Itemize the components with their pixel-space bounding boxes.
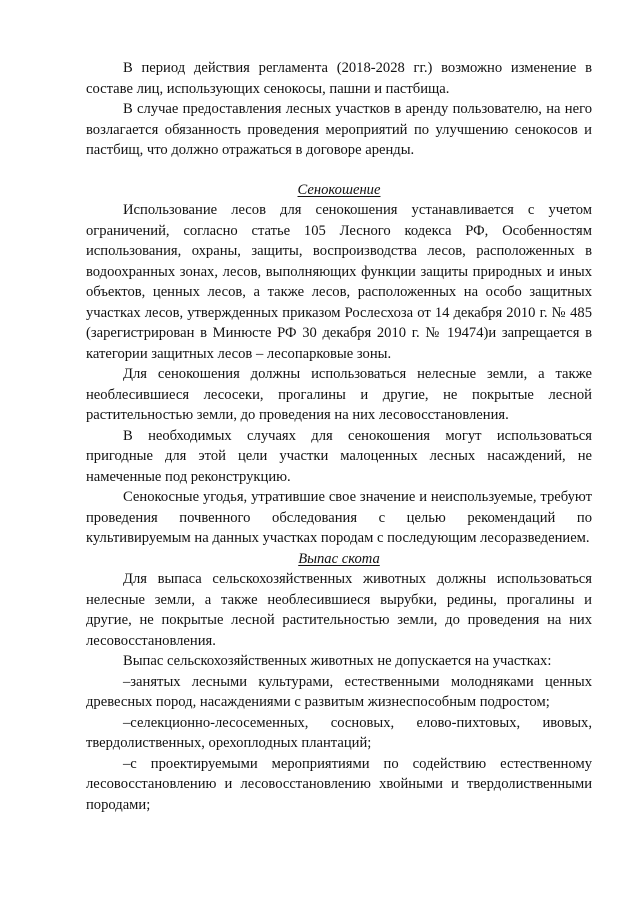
body-paragraph: Выпас сельскохозяйственных животных не допускается на участках: [123,653,552,669]
body-paragraph: Использование лесов для сенокошения устанавливается с учетом ограничений, согласно статье 105 Лесного кодекса РФ, Особенностям использования, охраны, защиты, воспроизводства лесов, расположенных в водоохранных зонах, лесов, выполняющих функции защиты природных и иных объектов, ценных лесов, а также лесов, расположенных на особо защитных участках лесов, утвержденных приказом Рослесхоза от 14 декабря 2010 г. № 485 (зарегистрирован в Минюсте РФ 30 декабря 2010 г. № 19474)и запрещается в категории защитных лесов – лесопарковые зоны. [86,202,592,362]
intro-paragraph: В случае предоставления лесных участков в аренду пользователю, на него возлагается обязанность проведения мероприятий по улучшению сенокосов и пастбищ, что должно отражаться в договоре аренды. [86,101,592,158]
body-paragraph: Для выпаса сельскохозяйственных животных должны использоваться нелесные земли, а также необлесившиеся вырубки, редины, прогалины и другие, не покрытые лесной растительностью земли, до проведения на них лесовосстановления. [86,571,592,649]
list-item-paragraph: –занятых лесными культурами, естественными молодняками ценных древесных пород, насаждениями с развитым жизнеспособным подростом; [86,673,592,710]
intro-paragraph: В период действия регламента (2018-2028 гг.) возможно изменение в составе лиц, использующих сенокосы, пашни и пастбища. [86,60,592,97]
section-heading-haymaking: Сенокошение [297,181,381,198]
list-item-paragraph: –селекционно-лесосеменных, сосновых, елово-пихтовых, ивовых, твердолиственных, орехоплодных плантаций; [86,714,592,751]
list-item-paragraph: –с проектируемыми мероприятиями по содействию естественному лесовосстановлению и лесовосстановлению хвойными и твердолиственными породами; [86,755,592,813]
body-paragraph: Для сенокошения должны использоваться нелесные земли, а также необлесившиеся лесосеки, прогалины и другие, не покрытые лесной растительностью земли, до проведения на них лесовосстановления. [86,366,592,423]
body-paragraph: Сенокосные угодья, утратившие свое значение и неиспользуемые, требуют проведения почвенного обследования с целью рекомендаций по культивируемым на данных участках породам с последующим лесоразведением. [86,489,592,546]
section-heading-grazing: Выпас скота [298,550,380,567]
body-paragraph: В необходимых случаях для сенокошения могут использоваться пригодные для этой цели участки малоценных лесных насаждений, не намеченные под реконструкцию. [86,427,592,485]
document-page [86,58,592,815]
section-spacer [86,161,592,180]
